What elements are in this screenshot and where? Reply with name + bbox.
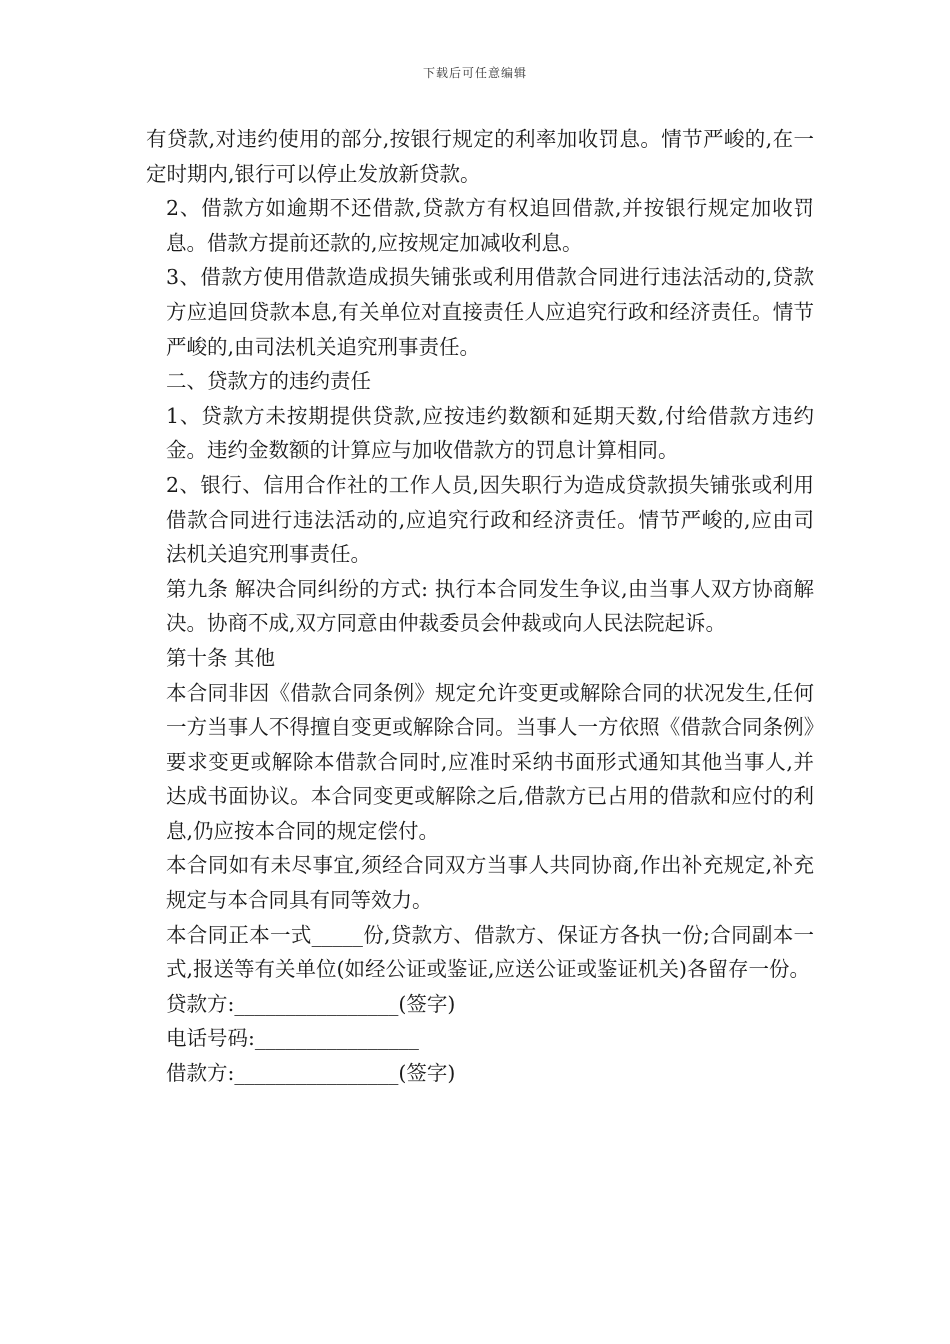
- paragraph-9: 本合同非因《借款合同条例》规定允许变更或解除合同的状况发生,任何一方当事人不得擅自变更或解除合同。当事人一方依照《借款合同条例》要求变更或解除本借款合同时,应准时采纳书面形式通知其他当事人,并达成书面协议。本合同变更或解除之后,借款方已占用的借款和应付的利息,仍应按本合同的规定偿付。: [166, 680, 814, 843]
- paragraph-10: 本合同如有未尽事宜,须经合同双方当事人共同协商,作出补充规定,补充规定与本合同具有同等效力。: [166, 853, 814, 913]
- article-9-dispute: 第九条 解决合同纠纷的方式: 执行本合同发生争议,由当事人双方协商解决。协商不成,双方同意由仲裁委员会仲裁或向人民法院起诉。: [166, 576, 814, 636]
- article-10-heading: 第十条 其他: [166, 645, 276, 670]
- signature-phone: 电话号码:________________: [166, 1026, 419, 1051]
- document-body: [146, 122, 814, 1091]
- paragraph-1: 有贷款,对违约使用的部分,按银行规定的利率加收罚息。情节严峻的,在一定时期内,银行可以停止发放新贷款。: [146, 127, 814, 186]
- paragraph-6: 2、银行、信用合作社的工作人员,因失职行为造成贷款损失铺张或利用借款合同进行违法活动的,应追究行政和经济责任。情节严峻的,应由司法机关追究刑事责任。: [166, 472, 814, 567]
- paragraph-3: 3、借款方使用借款造成损失铺张或利用借款合同进行违法活动的,贷款方应追回贷款本息,有关单位对直接责任人应追究行政和经济责任。情节严峻的,由司法机关追究刑事责任。: [166, 265, 814, 359]
- section-heading-lender-liability: 二、贷款方的违约责任: [166, 369, 371, 394]
- paragraph-5: 1、贷款方未按期提供贷款,应按违约数额和延期天数,付给借款方违约金。违约金数额的计算应与加收借款方的罚息计算相同。: [166, 403, 814, 463]
- signature-lender: 贷款方:________________(签字): [166, 991, 456, 1016]
- signature-borrower: 借款方:________________(签字): [166, 1061, 456, 1086]
- paragraph-11: 本合同正本一式_____份,贷款方、借款方、保证方各执一份;合同副本一式,报送等有关单位(如经公证或鉴证,应送公证或鉴证机关)各留存一份。: [166, 922, 814, 982]
- paragraph-2: 2、借款方如逾期不还借款,贷款方有权追回借款,并按银行规定加收罚息。借款方提前还款的,应按规定加减收利息。: [166, 196, 814, 255]
- page-header-note: 下载后可任意编辑: [422, 66, 527, 80]
